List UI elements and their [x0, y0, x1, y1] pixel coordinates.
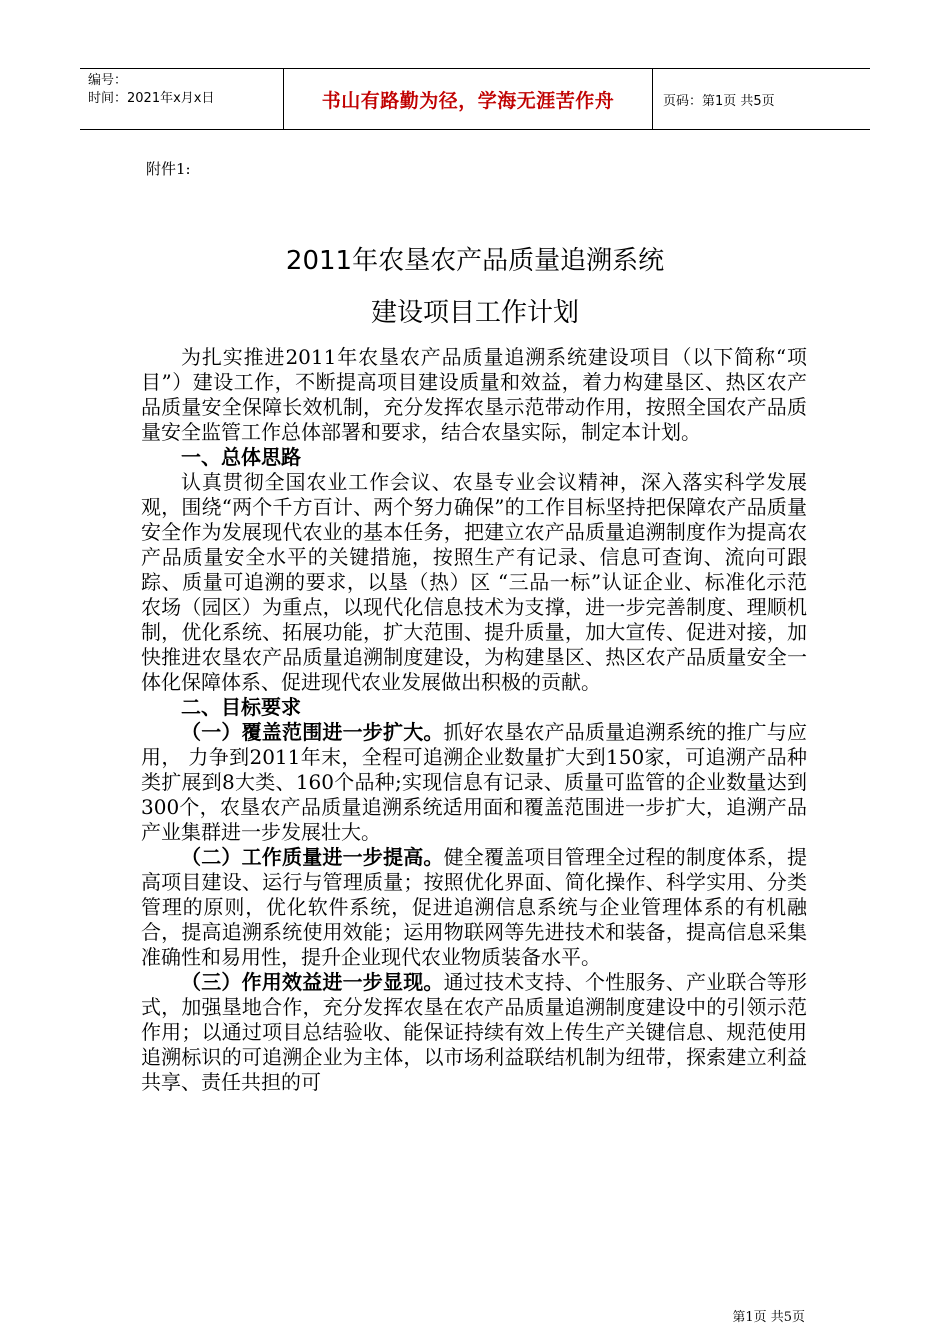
header-motto: 书山有路勤为径，学海无涯苦作舟: [321, 89, 615, 112]
goal-item-2: [141, 845, 807, 970]
page-footer: 第1页 共5页: [732, 1310, 805, 1325]
document-title-line-1: 2011年农垦农产品质量追溯系统: [285, 246, 665, 276]
goal-item-3-text: 通过技术支持、个性服务、产业联合等形式，加强垦地合作，充分发挥农垦在农产品质量追溯制度建设中的引领示范作用；以通过项目总结验收、能保证持续有效上传生产关键信息、规范使用追溯标识的可追溯企业为主体，以市场利益联结机制为纽带，探索建立利益共享、责任共担的可: [141, 970, 808, 1094]
section-2-heading: 二、目标要求: [181, 695, 301, 719]
document-title-line-2: 建设项目工作计划: [370, 298, 579, 328]
goal-item-1-lead: （一）覆盖范围进一步扩大。: [181, 720, 444, 744]
attachment-label: 附件1:: [146, 160, 191, 178]
document-number-label: 编号：: [88, 73, 128, 88]
header-meta-cell: [80, 69, 283, 129]
goal-item-1-text: 抓好农垦农产品质量追溯系统的推广与应用， 力争到2011年末，全程可追溯企业数量扩大到150家，可追溯产品种类扩展到8大类、160个品种;实现信息有记录、质量可监管的企业数量达到300个，农垦农产品质量追溯系统适用面和覆盖范围进一步扩大，追溯产品产业集群进一步发展壮大。: [141, 720, 808, 844]
header-page-info: 页码：第1页 共5页: [663, 93, 775, 109]
intro-paragraph: 为扎实推进2011年农垦农产品质量追溯系统建设项目（以下简称“项目”）建设工作，不断提高项目建设质量和效益，着力构建垦区、热区农产品质量安全保障长效机制，充分发挥农垦示范带动作用，按照全国农产品质量安全监管工作总体部署和要求，结合农垦实际，制定本计划。: [141, 345, 807, 444]
goal-item-3-lead: （三）作用效益进一步显现。: [181, 970, 444, 994]
goal-item-2-lead: （二）工作质量进一步提高。: [181, 845, 444, 869]
header-motto-cell: [283, 69, 653, 129]
goal-item-3: [141, 970, 807, 1095]
section-1-heading: 一、总体思路: [181, 445, 301, 469]
goal-item-1: [141, 720, 807, 845]
document-body: [141, 345, 807, 1095]
section-1-paragraph: 认真贯彻全国农业工作会议、农垦专业会议精神，深入落实科学发展观，围绕“两个千方百计、两个努力确保”的工作目标坚持把保障农产品质量安全作为发展现代农业的基本任务，把建立农产品质量追溯制度作为提高农产品质量安全水平的关键措施，按照生产有记录、信息可查询、流向可跟踪、质量可追溯的要求，以垦（热）区 “三品一标”认证企业、标准化示范农场（园区）为重点，以现代化信息技术为支撑，进一步完善制度、理顺机制，优化系统、拓展功能，扩大范围、提升质量，加大宣传、促进对接，加快推进农垦农产品质量追溯制度建设，为构建垦区、热区农产品质量安全一体化保障体系、促进现代农业发展做出积极的贡献。: [141, 470, 807, 694]
goal-item-2-text: 健全覆盖项目管理全过程的制度体系，提高项目建设、运行与管理质量；按照优化界面、简化操作、科学实用、分类管理的原则，优化软件系统，促进追溯信息系统与企业管理体系的有机融合，提高追溯系统使用效能；运用物联网等先进技术和装备，提高信息采集准确性和易用性，提升企业现代农业物质装备水平。: [141, 845, 808, 969]
document-time-label: 时间：2021年x月x日: [88, 91, 215, 106]
document-header: [80, 68, 870, 130]
